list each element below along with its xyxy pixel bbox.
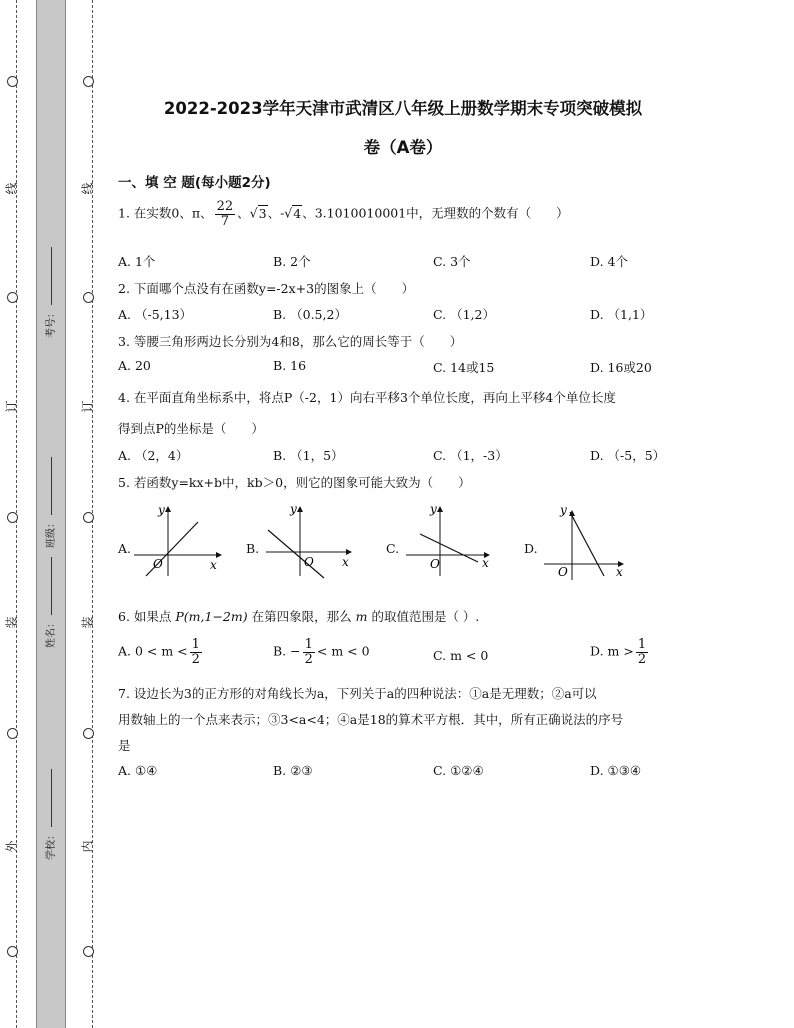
q5-option-b-label[interactable]: B. [246,541,260,556]
question-4: 4. 在平面直角坐标系中，将点P（-2，1）向右平移3个单位长度，再向上平移4个单位长度 [118,390,616,405]
outer-char: 订 [4,400,19,413]
q7-option-d[interactable]: D. ①③④ [590,763,642,778]
question-7-line2: 用数轴上的一个点来表示；③3<a<4；④a是18的算术平方根．其中，所有正确说法的序号 [118,712,624,727]
y-axis-arrow-icon [165,506,171,512]
q4-option-c[interactable]: C. （1，-3） [433,448,508,463]
q6-option-d[interactable]: D. m > $\frac{1}{2}$ [590,637,647,667]
x-axis-label: x [342,555,349,569]
q3-option-a[interactable]: A. 20 [118,358,151,373]
q1-option-a[interactable]: A. 1个 [118,254,156,269]
origin-label: O [153,557,163,571]
fraction-22-7: $\frac{22}{7}$ [216,199,234,229]
q5-option-d-label[interactable]: D. [524,541,538,556]
q3-option-b[interactable]: B. 16 [273,358,307,373]
inner-char: 装 [80,616,95,629]
page-title: 2022-2023学年天津市武清区八年级上册数学期末专项突破模拟 [163,99,643,118]
class-field: 班级： [42,457,57,548]
inner-char: 订 [80,400,95,413]
x-axis-label: x [482,556,489,570]
q7-option-a[interactable]: A. ①④ [118,763,158,778]
question-3: 3. 等腰三角形两边长分别为4和8，那么它的周长等于（ ） [118,334,463,349]
q6-option-b[interactable]: B. − $\frac{1}{2}$ < m < 0 [273,637,370,667]
y-axis-label: y [430,502,437,516]
q5-graph-b[interactable] [262,500,362,580]
q1-option-c[interactable]: C. 3个 [433,254,471,269]
q2-option-d[interactable]: D. （1,1） [590,307,653,322]
school-field: 学校： [42,769,57,860]
question-7: 7. 设边长为3的正方形的对角线长为a，下列关于a的四种说法：①a是无理数；②a可以 [118,686,597,701]
question-6: 6. 如果点 P(m,1−2m) 在第四象限，那么 m 的取值范围是（ ）. [118,609,480,624]
q4-option-b[interactable]: B. （1，5） [273,448,344,463]
q2-option-a[interactable]: A. （-5,13） [118,307,193,322]
q3-option-c[interactable]: C. 14或15 [433,360,495,375]
q5-graph-a[interactable] [128,500,228,580]
y-axis-arrow-icon [437,506,443,512]
q5-graph-d[interactable] [540,500,640,580]
origin-label: O [304,555,314,569]
question-5: 5. 若函数y=kx+b中，kb＞0，则它的图象可能大致为（ ） [118,475,471,490]
function-line [570,512,604,576]
sqrt-icon: √ [249,205,258,221]
exam-number-field: 考号： [42,247,57,338]
y-axis-label: y [290,502,297,516]
function-line [268,530,324,578]
origin-label: O [558,565,568,579]
binding-hole-circle [7,512,18,523]
binding-hole-circle [83,512,94,523]
origin-label: O [430,557,440,571]
question-1: 1. 在实数0、π、 $\frac{22}{7}$ 、√3、-√4、3.1010010001中，无理数的个数有（ ） [118,199,569,229]
q5-option-a-label[interactable]: A. [118,541,132,556]
outer-char: 线 [4,182,19,195]
sqrt-icon: √ [284,205,293,221]
q2-option-c[interactable]: C. （1,2） [433,307,495,322]
binding-hole-circle [83,728,94,739]
outer-char: 装 [4,616,19,629]
q4-option-d[interactable]: D. （-5，5） [590,448,666,463]
binding-hole-circle [83,292,94,303]
q6-option-a[interactable]: A. 0 < m < $\frac{1}{2}$ [118,637,200,667]
x-axis-arrow-icon [216,552,222,558]
inner-char: 线 [80,182,95,195]
q7-option-c[interactable]: C. ①②④ [433,763,484,778]
question-4-line2: 得到点P的坐标是（ ） [118,421,264,436]
q5-graph-c[interactable] [402,500,502,580]
outer-char: 外 [4,840,19,853]
binding-hole-circle [7,292,18,303]
binding-hole-circle [83,76,94,87]
binding-hole-circle [7,946,18,957]
q1-option-d[interactable]: D. 4个 [590,254,628,269]
y-axis-label: y [560,503,567,517]
q5-option-c-label[interactable]: C. [386,541,400,556]
q4-option-a[interactable]: A. （2，4） [118,448,189,463]
y-axis-label: y [158,503,165,517]
binding-hole-circle [7,76,18,87]
name-field: 姓名： [42,557,57,648]
binding-hole-circle [7,728,18,739]
binding-margin [0,0,100,1028]
q6-option-c[interactable]: C. m < 0 [433,648,489,663]
inner-char: 内 [80,840,95,853]
question-7-line3: 是 [118,738,131,753]
q2-option-b[interactable]: B. （0.5,2） [273,307,347,322]
section-heading: 一、填 空 题(每小题2分) [118,175,271,191]
y-axis-arrow-icon [297,506,303,512]
function-line [420,534,478,562]
page-title-line2: 卷（A卷） [363,138,443,157]
q1-option-b[interactable]: B. 2个 [273,254,311,269]
question-2: 2. 下面哪个点没有在函数y=-2x+3的图象上（ ） [118,281,415,296]
x-axis-label: x [210,558,217,572]
q3-option-d[interactable]: D. 16或20 [590,360,652,375]
q7-option-b[interactable]: B. ②③ [273,763,313,778]
x-axis-label: x [616,565,623,579]
binding-hole-circle [83,946,94,957]
